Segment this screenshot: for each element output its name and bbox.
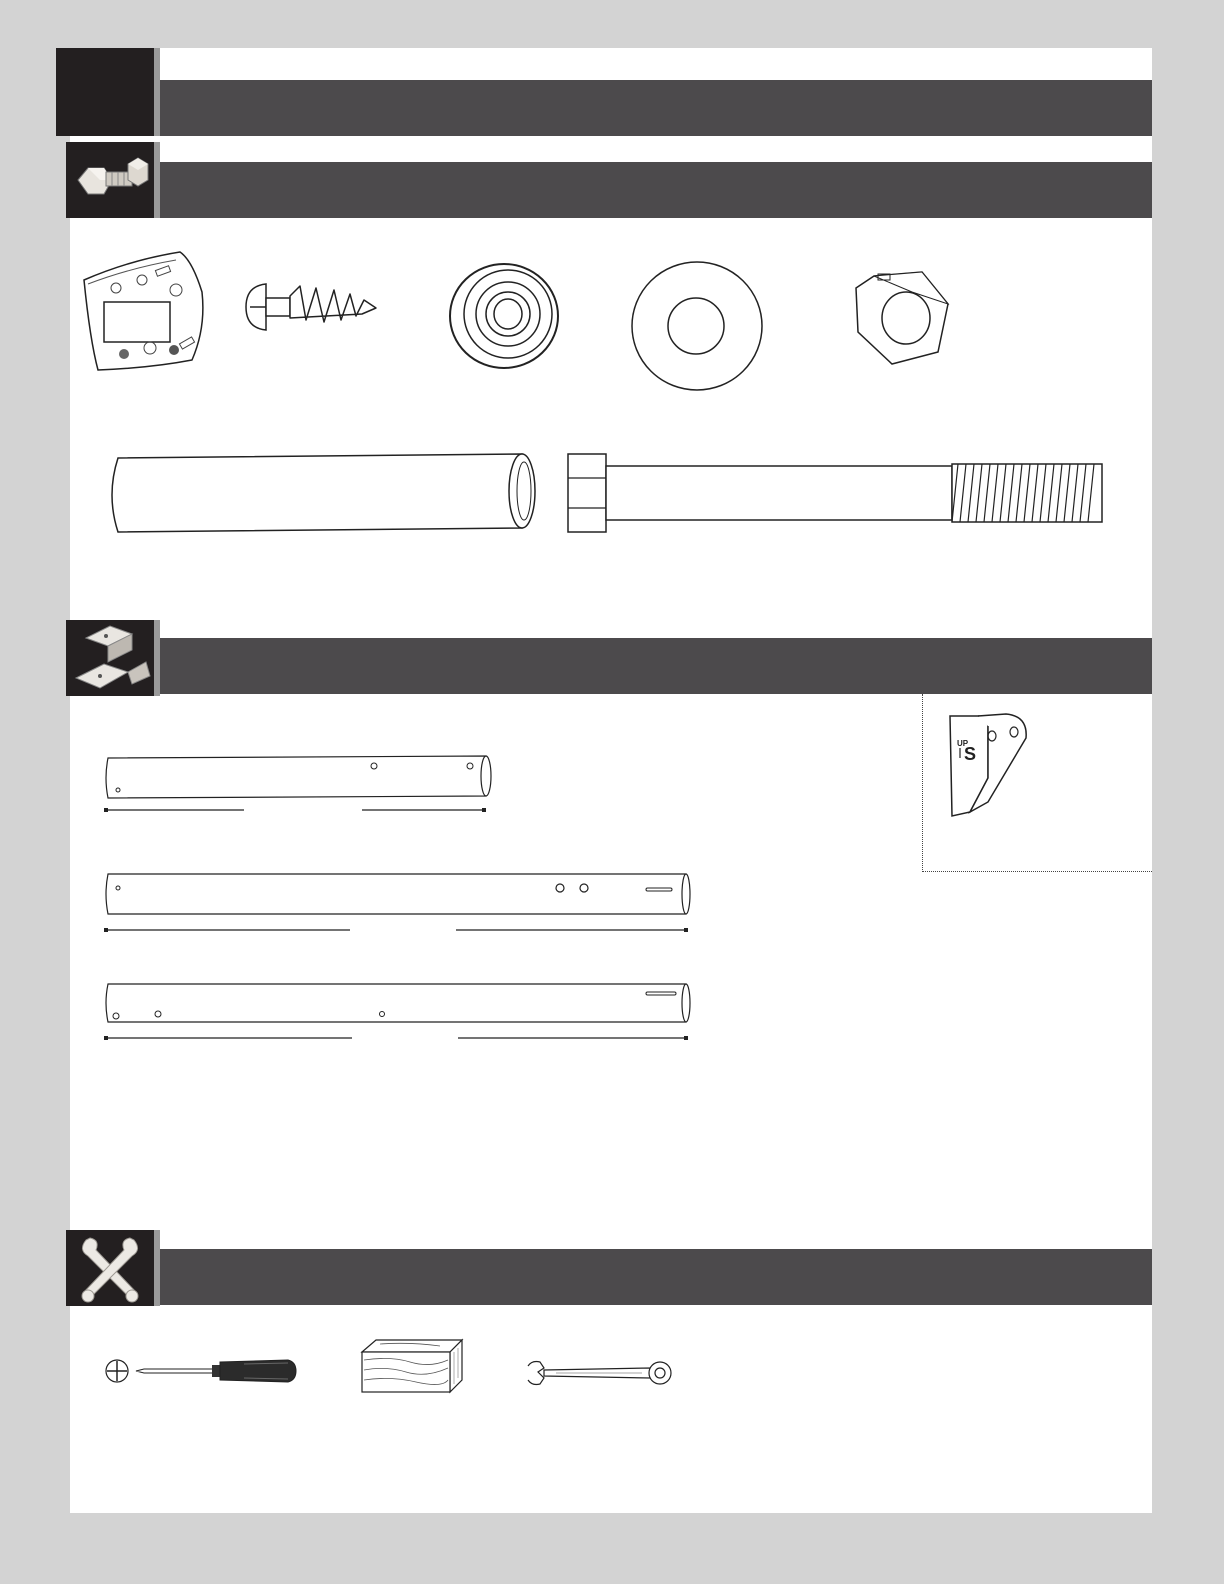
parts-section-bar <box>160 638 1152 694</box>
short-tube-icon <box>104 754 494 814</box>
tools-section-bar <box>160 1249 1152 1305</box>
parts-section-icon-box <box>66 620 154 696</box>
hardware-bag-icon <box>80 250 210 375</box>
crossed-wrenches-icon <box>66 1230 154 1306</box>
lock-nut-icon <box>852 270 952 366</box>
bushing-icon <box>448 262 560 370</box>
wrench-icon <box>526 1358 672 1388</box>
bracket-up-label: UP <box>957 739 969 748</box>
spacer-tube-icon <box>104 450 538 534</box>
bolt-and-nut-icon <box>66 142 154 218</box>
wood-block-icon <box>360 1338 464 1394</box>
step-title-bar <box>160 80 1152 136</box>
hardware-section-icon-box <box>66 142 154 218</box>
hex-bolt-icon <box>566 450 1112 534</box>
step-number-box <box>56 48 154 136</box>
swing-bracket-icon <box>948 712 1040 822</box>
hardware-section-bar <box>160 162 1152 218</box>
tools-section-icon-box <box>66 1230 154 1306</box>
washer-icon <box>630 260 764 392</box>
screwdriver-icon <box>104 1356 298 1386</box>
bracket-letter-label: S <box>964 744 977 764</box>
lag-screw-icon <box>244 278 384 336</box>
bracket-icon <box>66 620 154 696</box>
long-tube-b-icon <box>104 982 696 1044</box>
long-tube-a-icon <box>104 872 696 936</box>
